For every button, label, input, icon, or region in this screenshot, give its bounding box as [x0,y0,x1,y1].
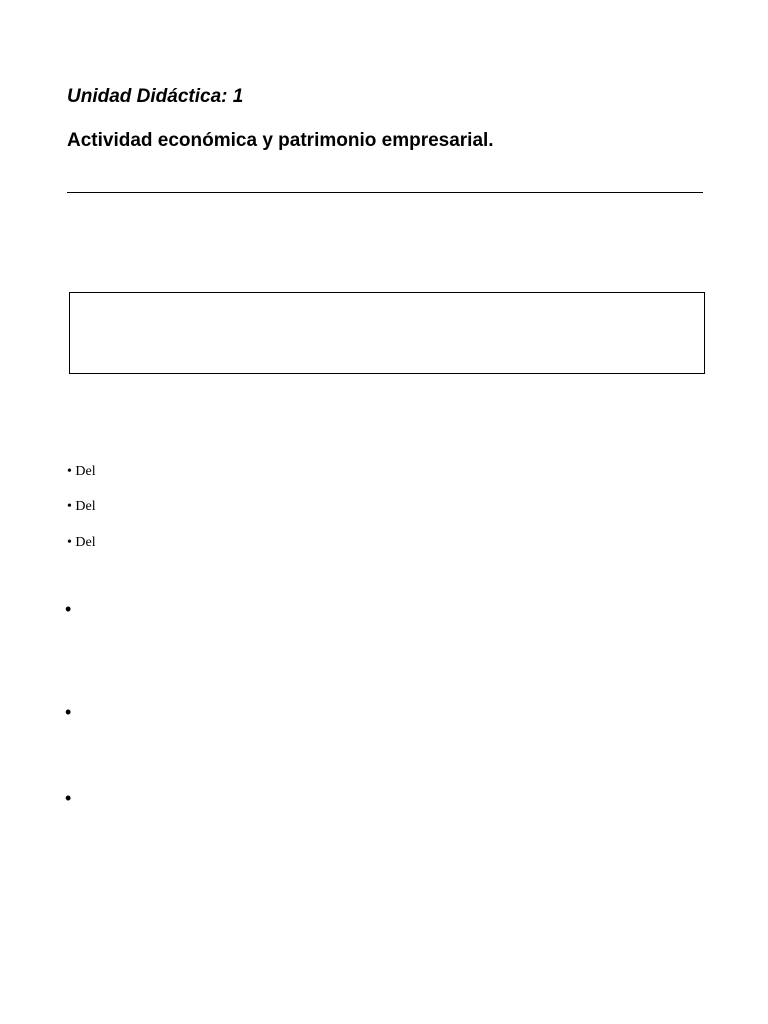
bullet: • [65,788,72,808]
document-title: Actividad económica y patrimonio empresarial. [67,130,494,151]
empty-content-box [69,292,705,374]
list-item [67,534,96,552]
list-item-text: Del [75,535,96,550]
list-item [67,498,96,516]
list-item-text: Del [75,464,96,479]
list-item-text: Del [75,499,96,514]
bullet: • [65,599,72,619]
bullet: • [65,702,72,722]
bullet: • [67,464,72,479]
bullet: • [67,535,72,550]
horizontal-divider [67,192,703,193]
bullet: • [67,499,72,514]
unit-label: Unidad Didáctica: 1 [67,86,244,107]
list-item [67,463,96,481]
